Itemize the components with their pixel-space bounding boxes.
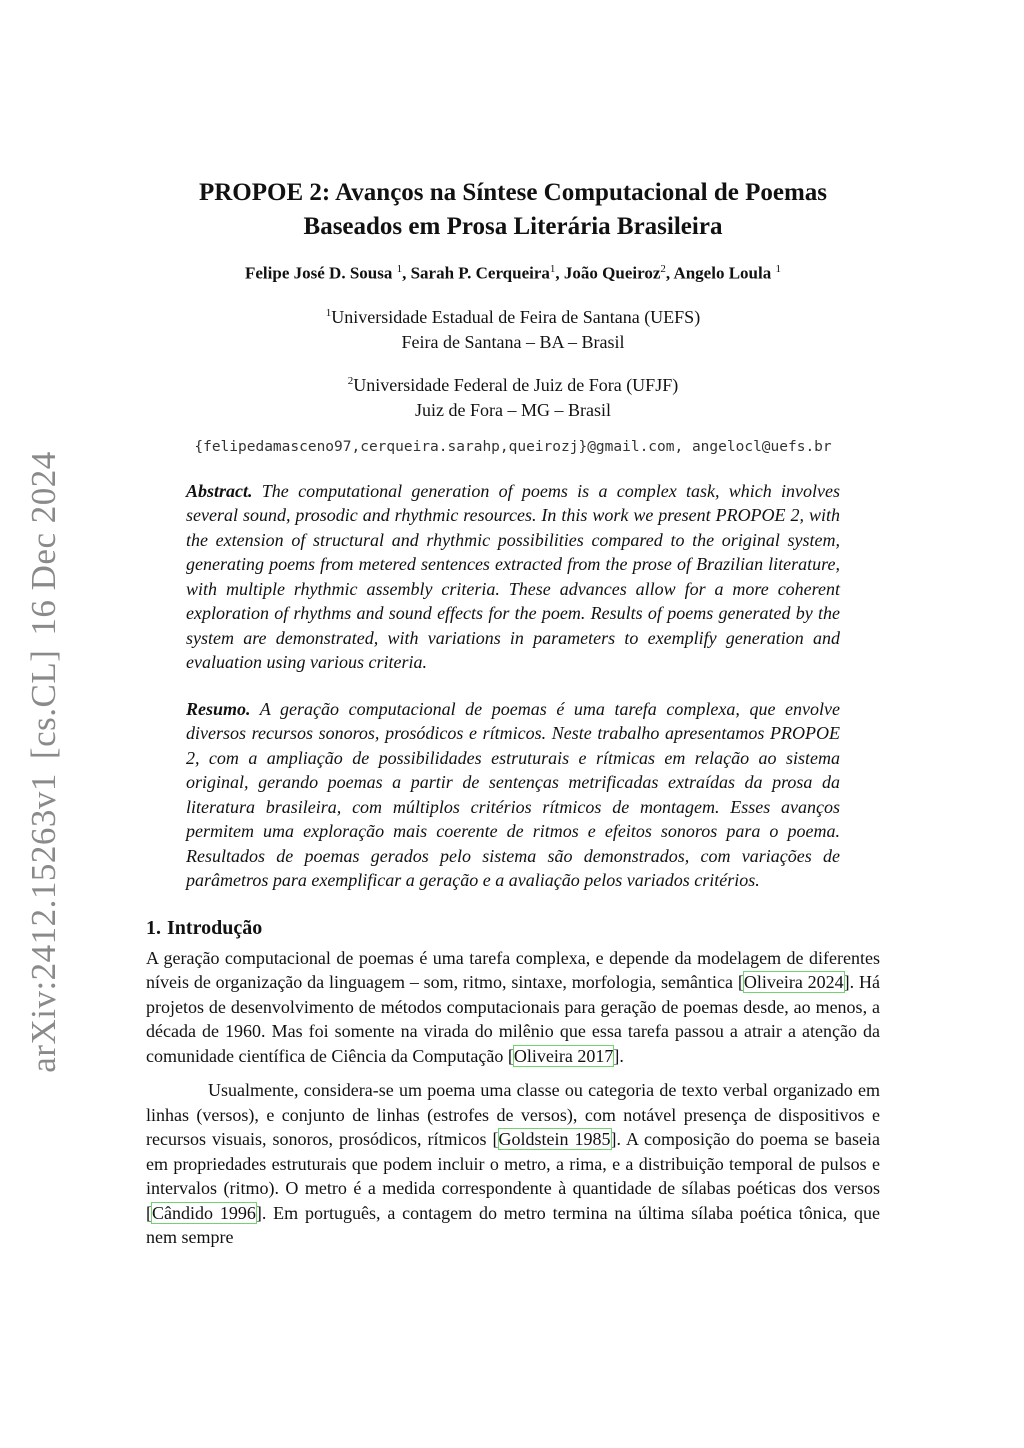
author-affil-mark: 1: [549, 263, 556, 275]
title-line-2: Baseados em Prosa Literária Brasileira: [303, 213, 723, 240]
affiliation-location: Feira de Santana – BA – Brasil: [401, 331, 625, 352]
arxiv-id[interactable]: arXiv:2412.15263v1: [24, 773, 63, 1073]
abstract-label: Abstract.: [186, 480, 253, 501]
intro-paragraph-1: [146, 946, 880, 1069]
citation-link[interactable]: Oliveira 2024: [743, 972, 844, 993]
section-number: 1.: [146, 916, 161, 939]
affiliation-institution: Universidade Estadual de Feira de Santana (UEFS): [331, 306, 701, 327]
author-emails: {felipedamasceno97,cerqueira.sarahp,queirozj}@gmail.com, angelocl@uefs.br: [194, 438, 832, 455]
resumo-text: A geração computacional de poemas é uma tarefa complexa, que envolve diversos recursos sonoros, prosódicos e rítmicos. Neste trabalho apresentamos PROPOE 2, com a ampliação de possibilidades estruturais e rítmicas em relação ao sistema original, gerando poemas a partir de sentenças metrificadas extraídas da prosa da literatura brasileira, com múltiplos critérios rítmicos de montagem. Esses avanços permitem uma exploração mais coerente de ritmos e efeitos sonoros para o poema. Resultados de poemas gerados pelo sistema são demonstrados, com variações de parâmetros para exemplificar a geração e a avaliação pelos variados critérios.: [186, 698, 840, 891]
author-affil-mark: 2: [660, 263, 666, 275]
citation-link[interactable]: Goldstein 1985: [498, 1129, 611, 1150]
author-separator: ,: [665, 263, 674, 283]
paragraph-text: ]. A composição do poema se baseia em propriedades estruturais que podem incluir o metro, a rima, e a distribuição temporal de pulsos e intervalos (ritmo). O metro é a medida correspondente à quantidade de sílabas poéticas dos versos [: [146, 1129, 881, 1223]
arxiv-sidebar: [20, 451, 68, 1073]
affiliation-name: [146, 301, 880, 330]
abstract-block: [186, 479, 840, 675]
abstract-text: The computational generation of poems is a complex task, which involves several sound, prosodic and rhythmic resources. In this work we present PROPOE 2, with the extension of structural and rhythmic possibilities compared to the original system, generating poems from metered sentences extracted from the prose of Brazilian literature, with multiple rhythmic assembly criteria. These advances allow for a more coherent exploration of rhythms and sound effects for the poem. Results of poems generated by the system are demonstrated, with variations in parameters to exemplify generation and evaluation using various criteria.: [186, 480, 840, 673]
resumo-block: [186, 697, 840, 893]
author-affil-mark: 1: [775, 263, 781, 275]
affiliation-name: [146, 369, 880, 398]
paragraph-text: ]. Em português, a contagem do metro termina na última sílaba poética tônica, que nem sempre: [146, 1202, 881, 1248]
author-name: Sarah P. Cerqueira: [410, 263, 550, 283]
paper-page: [146, 176, 880, 1250]
author-separator: ,: [555, 263, 564, 283]
author-list: [146, 258, 880, 285]
paper-title: [146, 176, 880, 244]
affiliation-mark: 1: [325, 306, 332, 319]
resumo-label: Resumo.: [186, 698, 251, 719]
section-heading: [146, 917, 880, 940]
paragraph-text: ].: [613, 1045, 624, 1066]
arxiv-stamp: [24, 437, 64, 1072]
paragraph-text: Usualmente, considera-se um poema uma classe ou categoria de texto verbal organizado em linhas (versos), e conjunto de linhas (estrofes de versos), com notável presença de dispositivos e recursos visuais, sonoros, prosódicos, rítmicos [: [146, 1080, 880, 1150]
citation-link[interactable]: Cândido 1996: [152, 1202, 256, 1223]
author-name: Angelo Loula: [673, 263, 776, 283]
affiliation-location: Juiz de Fora – MG – Brasil: [415, 399, 611, 420]
author-name: João Queiroz: [563, 263, 661, 283]
author-affil-mark: 1: [396, 263, 403, 275]
arxiv-date: 16 Dec 2024: [24, 451, 63, 636]
affiliation-1: [146, 301, 880, 355]
arxiv-category: [cs.CL]: [24, 649, 63, 760]
author-name: Felipe José D. Sousa: [245, 263, 397, 283]
affiliation-mark: 2: [347, 374, 354, 387]
paragraph-text: ]. Há projetos de desenvolvimento de métodos computacionais para geração de poemas desde, ao menos, a década de 1960. Mas foi somente na virada do milênio que essa tarefa passou a atrair a atenção da comunidade científica de Ciência da Computação [: [146, 972, 881, 1066]
intro-paragraph-2: [146, 1078, 880, 1250]
citation-link[interactable]: Oliveira 2017: [513, 1045, 614, 1066]
section-title-text: Introdução: [167, 916, 263, 939]
author-separator: ,: [402, 263, 411, 283]
paragraph-text: A geração computacional de poemas é uma tarefa complexa, e depende da modelagem de diferentes níveis de organização da linguagem – som, ritmo, sintaxe, morfologia, semântica [: [146, 947, 880, 993]
title-line-1: PROPOE 2: Avanços na Síntese Computacional de Poemas: [198, 179, 827, 206]
affiliation-2: [146, 369, 880, 423]
affiliation-institution: Universidade Federal de Juiz de Fora (UFJF): [353, 374, 679, 395]
